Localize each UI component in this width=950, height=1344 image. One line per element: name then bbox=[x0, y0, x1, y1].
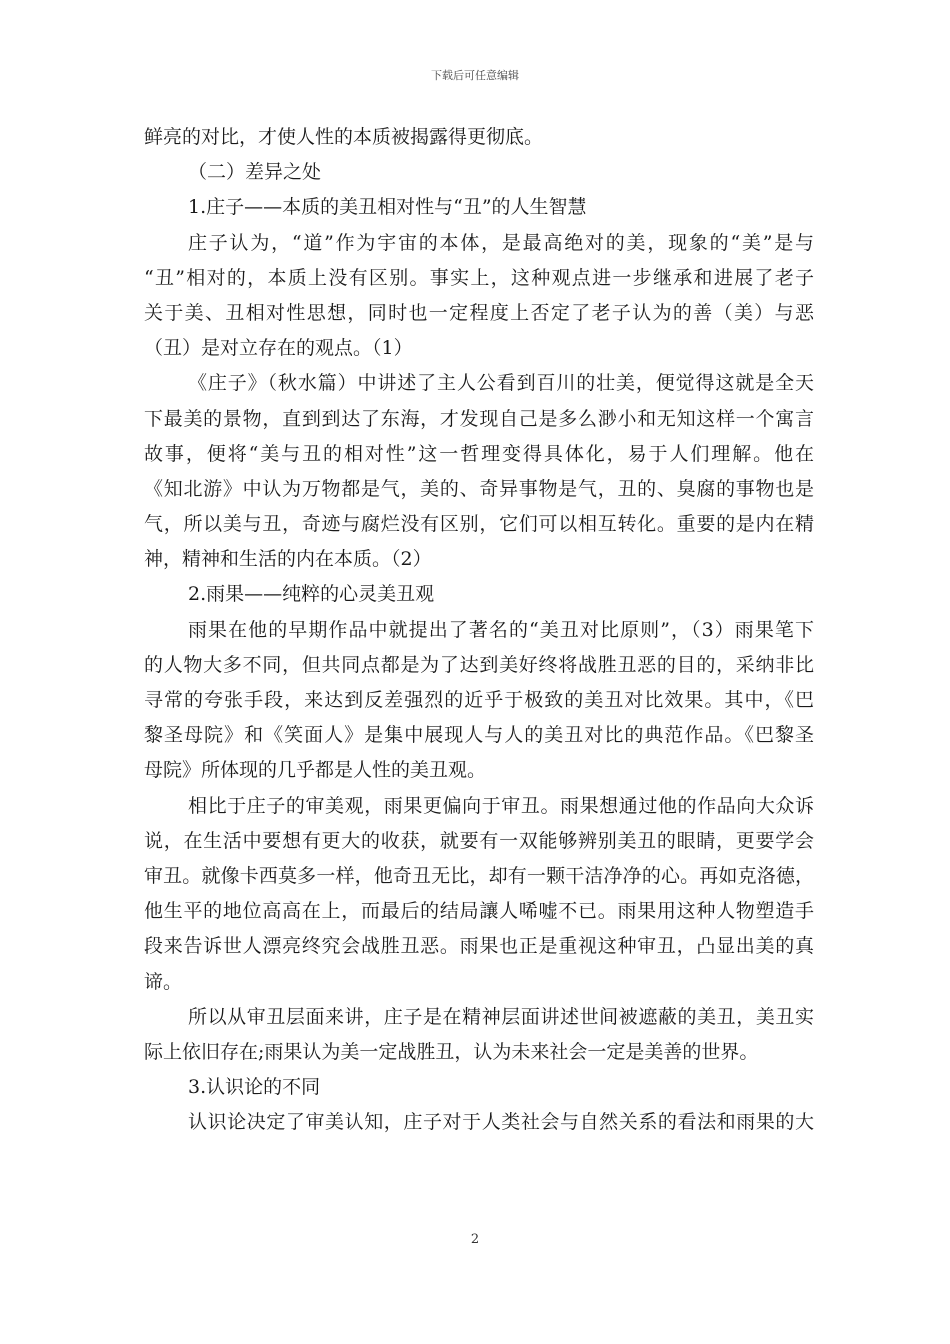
text-line: 段来告诉世人漂亮终究会战胜丑恶。雨果也正是重视这种审丑，凸显出美的真 bbox=[144, 935, 814, 958]
text-line: 认识论决定了审美认知，庄子对于人类社会与自然关系的看法和雨果的大 bbox=[188, 1111, 814, 1134]
text-line: （丑）是对立存在的观点。（1） bbox=[144, 337, 413, 360]
text-line: “丑”相对的，本质上没有区别。事实上，这种观点进一步继承和进展了老子 bbox=[144, 266, 814, 289]
text-line: 关于美、丑相对性思想，同时也一定程度上否定了老子认为的善（美）与恶 bbox=[144, 301, 814, 324]
text-line: 3.认识论的不同 bbox=[188, 1076, 321, 1099]
text-line: 鲜亮的对比，才使人性的本质被揭露得更彻底。 bbox=[144, 126, 544, 148]
text-line: 际上依旧存在;雨果认为美一定战胜丑，认为未来社会一定是美善的世界。 bbox=[144, 1040, 759, 1063]
text-line: 2.雨果——纯粹的心灵美丑观 bbox=[188, 583, 435, 606]
page-number: 2 bbox=[470, 1232, 480, 1247]
text-line: 《庄子》（秋水篇）中讲述了主人公看到百川的壮美，便觉得这就是全天 bbox=[188, 372, 814, 395]
text-line: 气，所以美与丑，奇迹与腐烂没有区别，它们可以相互转化。重要的是内在精 bbox=[144, 513, 814, 536]
text-line: 下最美的景物，直到到达了东海，才发现自己是多么渺小和无知这样一个寓言 bbox=[144, 407, 814, 430]
text-line: 雨果在他的早期作品中就提出了著名的“美丑对比原则”，（3）雨果笔下 bbox=[188, 618, 814, 641]
text-line: 相比于庄子的审美观，雨果更偏向于审丑。雨果想通过他的作品向大众诉 bbox=[188, 794, 814, 817]
page-header: 下载后可任意编辑 bbox=[431, 69, 519, 82]
text-line: 说，在生活中要想有更大的收获，就要有一双能够辨别美丑的眼睛，更要学会 bbox=[144, 829, 814, 852]
document-body bbox=[144, 120, 814, 1140]
text-line: 审丑。就像卡西莫多一样，他奇丑无比，却有一颗干洁净净的心。再如克洛德， bbox=[144, 864, 814, 887]
text-line: 谛。 bbox=[144, 970, 183, 993]
text-line: 1.庄子——本质的美丑相对性与“丑”的人生智慧 bbox=[188, 196, 587, 219]
text-line: 母院》所体现的几乎都是人性的美丑观。 bbox=[144, 759, 487, 782]
text-line: 黎圣母院》和《笑面人》是集中展现人与人的美丑对比的典范作品。《巴黎圣 bbox=[144, 724, 814, 747]
text-line: 他生平的地位高高在上，而最后的结局讓人唏嘘不已。雨果用这种人物塑造手 bbox=[144, 900, 814, 923]
text-line: 庄子认为，“道”作为宇宙的本体，是最高绝对的美，现象的“美”是与 bbox=[188, 231, 814, 254]
text-line: 寻常的夸张手段，来达到反差强烈的近乎于极致的美丑对比效果。其中，《巴 bbox=[144, 689, 814, 711]
text-line: 故事，便将“美与丑的相对性”这一哲理变得具体化，易于人们理解。他在 bbox=[144, 442, 814, 465]
text-line: 《知北游》中认为万物都是气，美的、奇异事物是气，丑的、臭腐的事物也是 bbox=[144, 477, 814, 500]
text-line: 神，精神和生活的内在本质。（2） bbox=[144, 548, 432, 571]
text-line: （二）差异之处 bbox=[188, 161, 322, 184]
text-line: 的人物大多不同，但共同点都是为了达到美好终将战胜丑恶的目的，采纳非比 bbox=[144, 653, 814, 676]
text-line: 所以从审丑层面来讲，庄子是在精神层面讲述世间被遮蔽的美丑，美丑实 bbox=[188, 1005, 814, 1028]
